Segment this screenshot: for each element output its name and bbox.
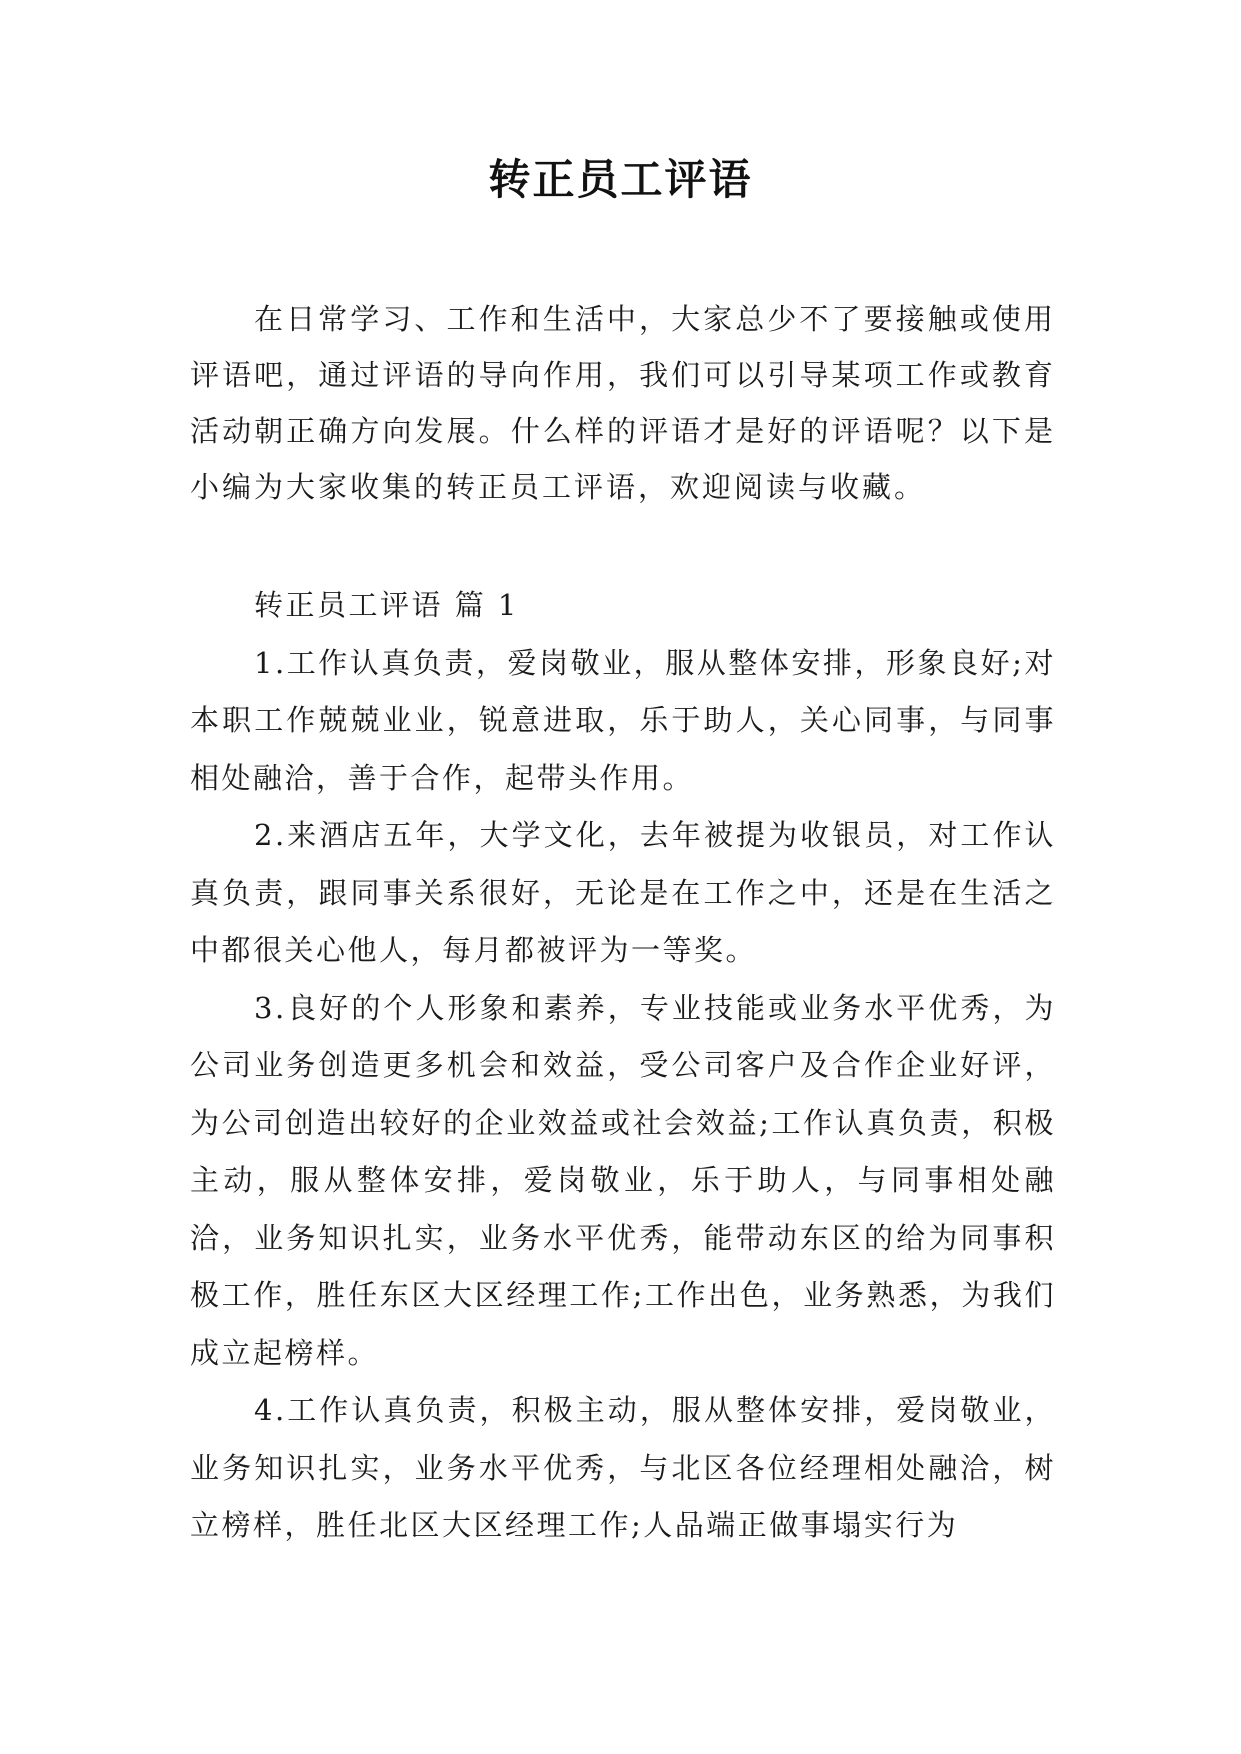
list-item: 4.工作认真负责，积极主动，服从整体安排，爱岗敬业，业务知识扎实，业务水平优秀，与北区各位经理相处融洽，树立榜样，胜任北区大区经理工作;人品端正做事塌实行为 [190, 1393, 1056, 1542]
document-title: 转正员工评语 [488, 155, 753, 204]
list-item: 2.来酒店五年，大学文化，去年被提为收银员，对工作认真负责，跟同事关系很好，无论是在工作之中，还是在生活之中都很关心他人，每月都被评为一等奖。 [190, 818, 1056, 967]
content-section [190, 577, 1056, 1555]
intro-paragraph: 在日常学习、工作和生活中，大家总少不了要接触或使用评语吧，通过评语的导向作用，我们可以引导某项工作或教育活动朝正确方向发展。什么样的评语才是好的评语呢？以下是小编为大家收集的转正员工评语，欢迎阅读与收藏。 [190, 302, 1056, 504]
list-item: 3.良好的个人形象和素养，专业技能或业务水平优秀，为公司业务创造更多机会和效益，受公司客户及合作企业好评，为公司创造出较好的企业效益或社会效益;工作认真负责，积极主动，服从整体安排，爱岗敬业，乐于助人，与同事相处融洽，业务知识扎实，业务水平优秀，能带动东区的给为同事积极工作，胜任东区大区经理工作;工作出色，业务熟悉，为我们成立起榜样。 [190, 990, 1056, 1370]
list-item: 1.工作认真负责，爱岗敬业，服从整体安排，形象良好;对本职工作兢兢业业，锐意进取，乐于助人，关心同事，与同事相处融洽，善于合作，起带头作用。 [190, 645, 1056, 795]
section-heading: 转正员工评语 篇 1 [254, 588, 519, 622]
intro-section [190, 291, 1056, 515]
